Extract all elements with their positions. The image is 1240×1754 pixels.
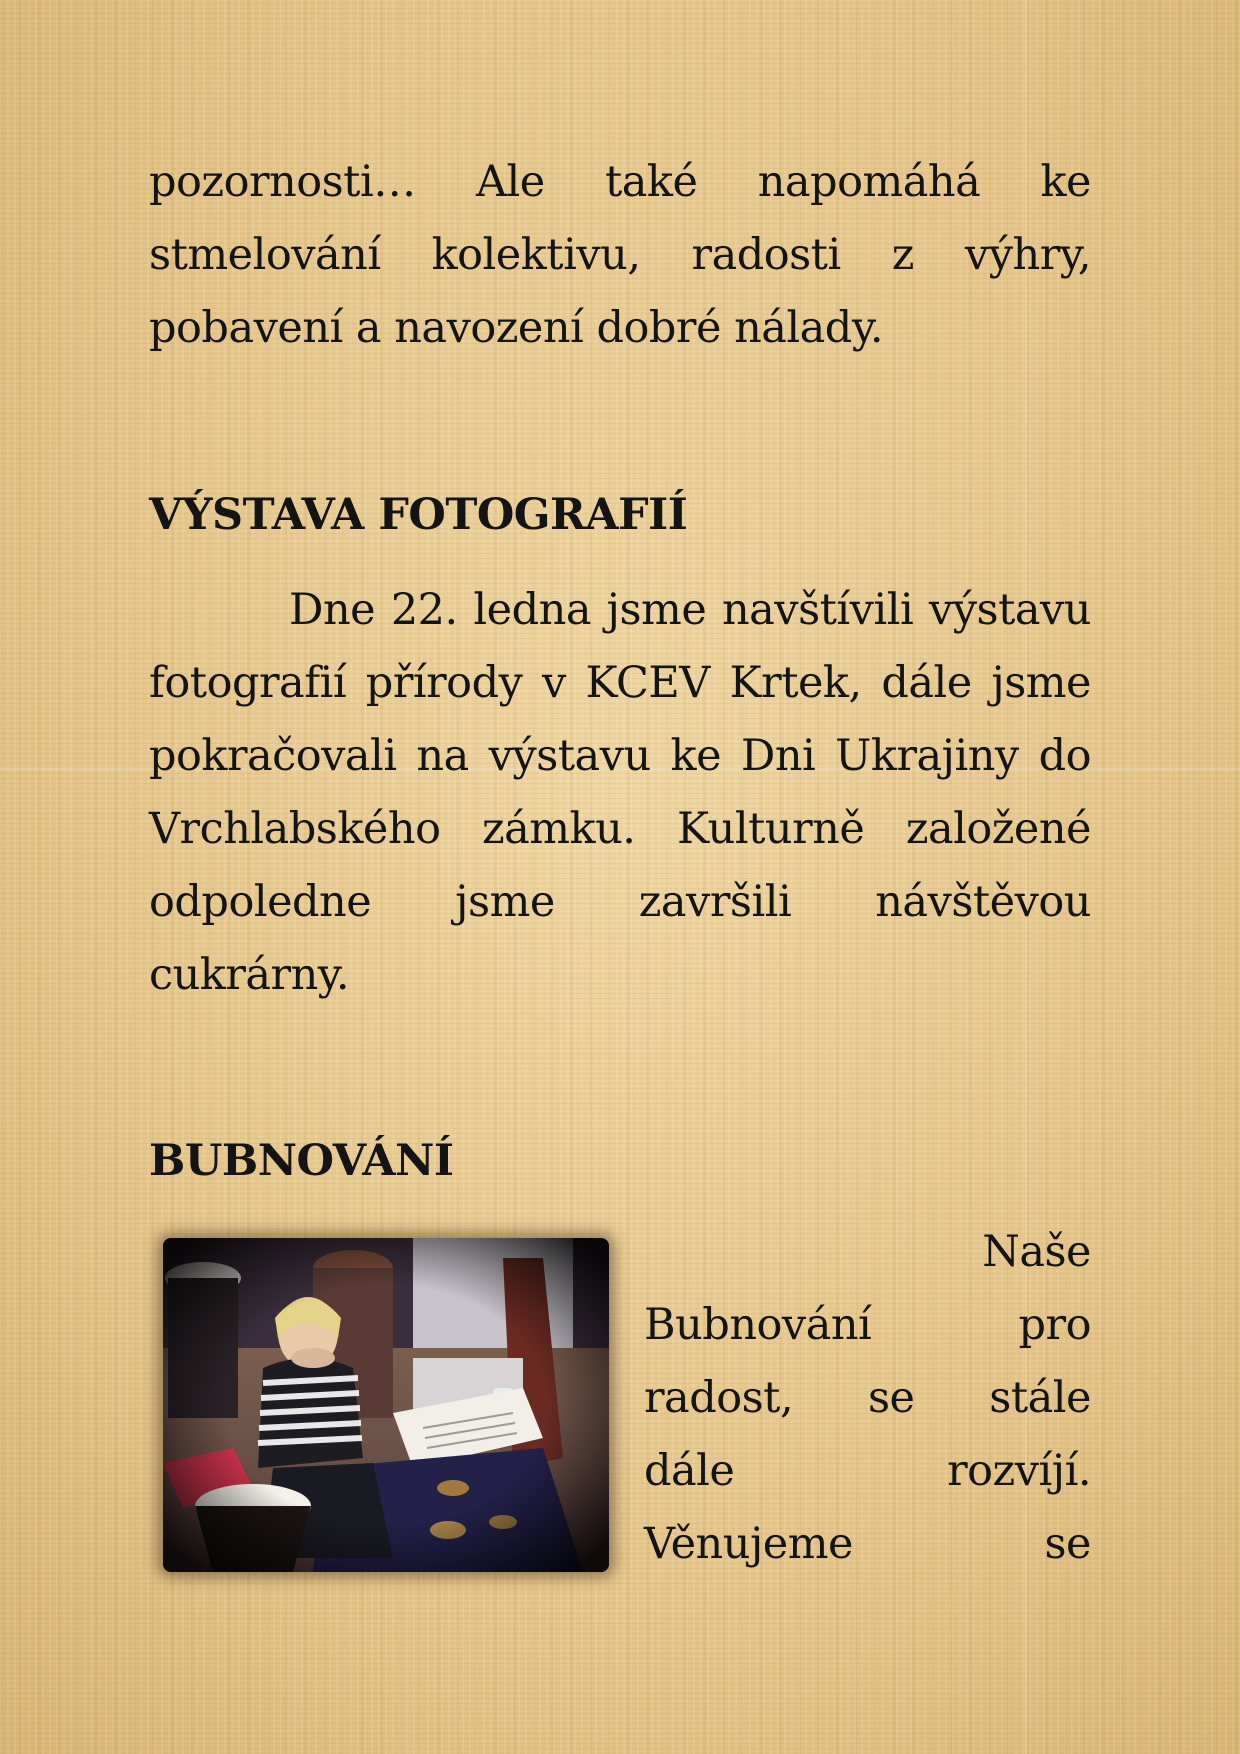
text-line bbox=[644, 1508, 1091, 1581]
word: pro bbox=[1018, 1300, 1091, 1350]
text-line bbox=[644, 1362, 1091, 1435]
drumming-photo bbox=[163, 1238, 609, 1572]
section-heading-photo-exhibition: VÝSTAVA FOTOGRAFIÍ bbox=[149, 490, 688, 540]
section-heading-drumming: BUBNOVÁNÍ bbox=[149, 1136, 454, 1186]
photo-exhibition-paragraph bbox=[149, 574, 1091, 1012]
word: Bubnování bbox=[644, 1300, 872, 1350]
word: rozvíjí. bbox=[947, 1446, 1091, 1496]
word: stále bbox=[989, 1373, 1091, 1423]
word: se bbox=[1044, 1519, 1091, 1569]
word: radost, bbox=[644, 1373, 794, 1423]
text-line bbox=[644, 1435, 1091, 1508]
drumming-paragraph bbox=[644, 1216, 1091, 1581]
text-line bbox=[644, 1216, 1091, 1289]
text-line bbox=[644, 1289, 1091, 1362]
word: Věnujeme bbox=[644, 1519, 853, 1569]
word: Naše bbox=[982, 1227, 1091, 1277]
word: se bbox=[867, 1373, 915, 1423]
photo-exhibition-text: Dne 22. ledna jsme navštívili výstavu fotografií přírody v KCEV Krtek, dále jsme pokračovali na výstavu ke Dni Ukrajiny do Vrchlabského zámku. Kulturně založené odpoledne jsme završili návštěvou cukrárny. bbox=[149, 585, 1091, 1000]
intro-paragraph: pozornosti… Ale také napomáhá ke stmelování kolektivu, radosti z výhry, pobavení a navození dobré nálady. bbox=[149, 157, 1091, 353]
word: dále bbox=[644, 1446, 735, 1496]
